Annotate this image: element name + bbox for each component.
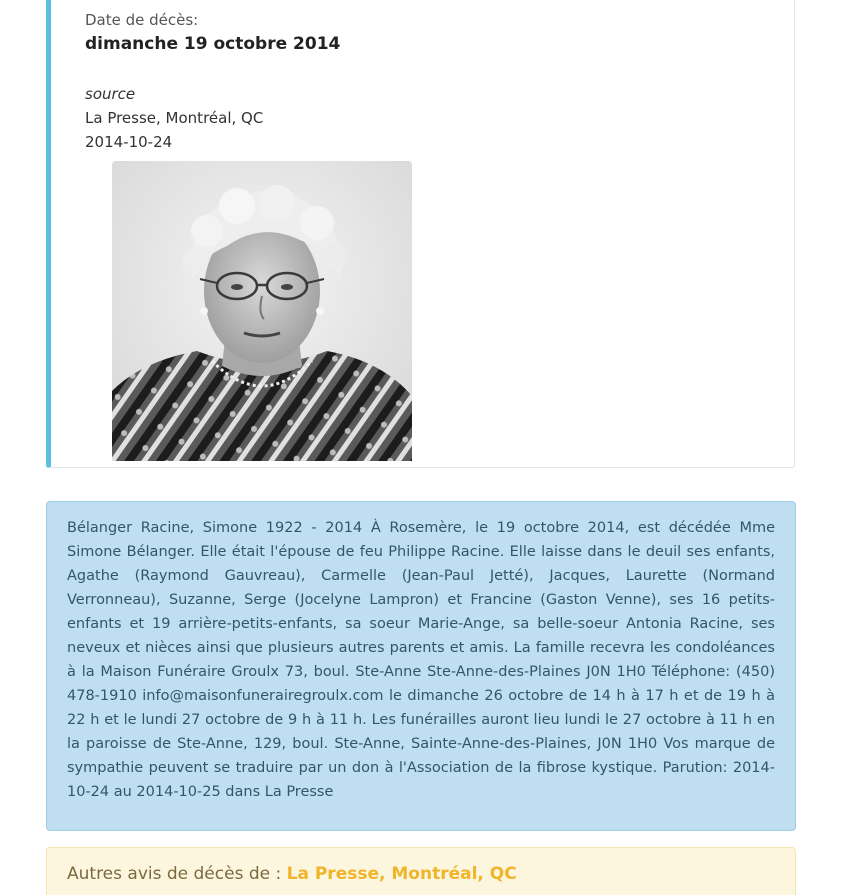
death-date-value: dimanche 19 octobre 2014 [85, 34, 341, 54]
portrait-image [112, 161, 412, 461]
death-details-panel [46, 0, 795, 468]
obituary-text: Bélanger Racine, Simone 1922 - 2014 À Rosemère, le 19 octobre 2014, est décédée Mme Simone Bélanger. Elle était l'épouse de feu Philippe Racine. Elle laisse dans le deuil ses enfants, Agathe (Raymond Gauvreau), Carmelle (Jean-Paul Jetté), Jacques, Laurette (Normand Verronneau), Suzanne, Serge (Jocelyne Lampron) et Francine (Gaston Venne), ses 16 petits-enfants et 19 arrière-petits-enfants, sa soeur Marie-Ange, sa belle-soeur Antonia Racine, ses neveux et nièces ainsi que plusieurs autres parents et amis. La famille recevra les condoléances à la Maison Funéraire Groulx 73, boul. Ste-Anne Ste-Anne-des-Plaines J0N 1H0 Téléphone: (450) 478-1910 info@maisonfunerairegroulx.com le dimanche 26 octobre de 14 h à 17 h et de 19 h à 22 h et le lundi 27 octobre de 9 h à 11 h. Les funérailles auront lieu lundi le 27 octobre à 11 h en la paroisse de Ste-Anne, 129, boul. Ste-Anne, Sainte-Anne-des-Plaines, J0N 1H0 Vos marque de sympathie peuvent se traduire par un don à l'Association de la fibrose kystique. Parution: 2014-10-24 au 2014-10-25 dans La Presse [67, 520, 775, 800]
other-notices-panel [46, 847, 796, 895]
source-date: 2014-10-24 [85, 133, 173, 151]
other-notices-label: Autres avis de décès de : [67, 864, 287, 884]
source-label: source [85, 85, 136, 103]
death-date-label: Date de décès: [85, 11, 199, 29]
deceased-photo [112, 161, 412, 461]
other-notices-link[interactable]: La Presse, Montréal, QC [286, 864, 517, 884]
source-name: La Presse, Montréal, QC [85, 109, 264, 127]
obituary-panel [46, 501, 796, 831]
